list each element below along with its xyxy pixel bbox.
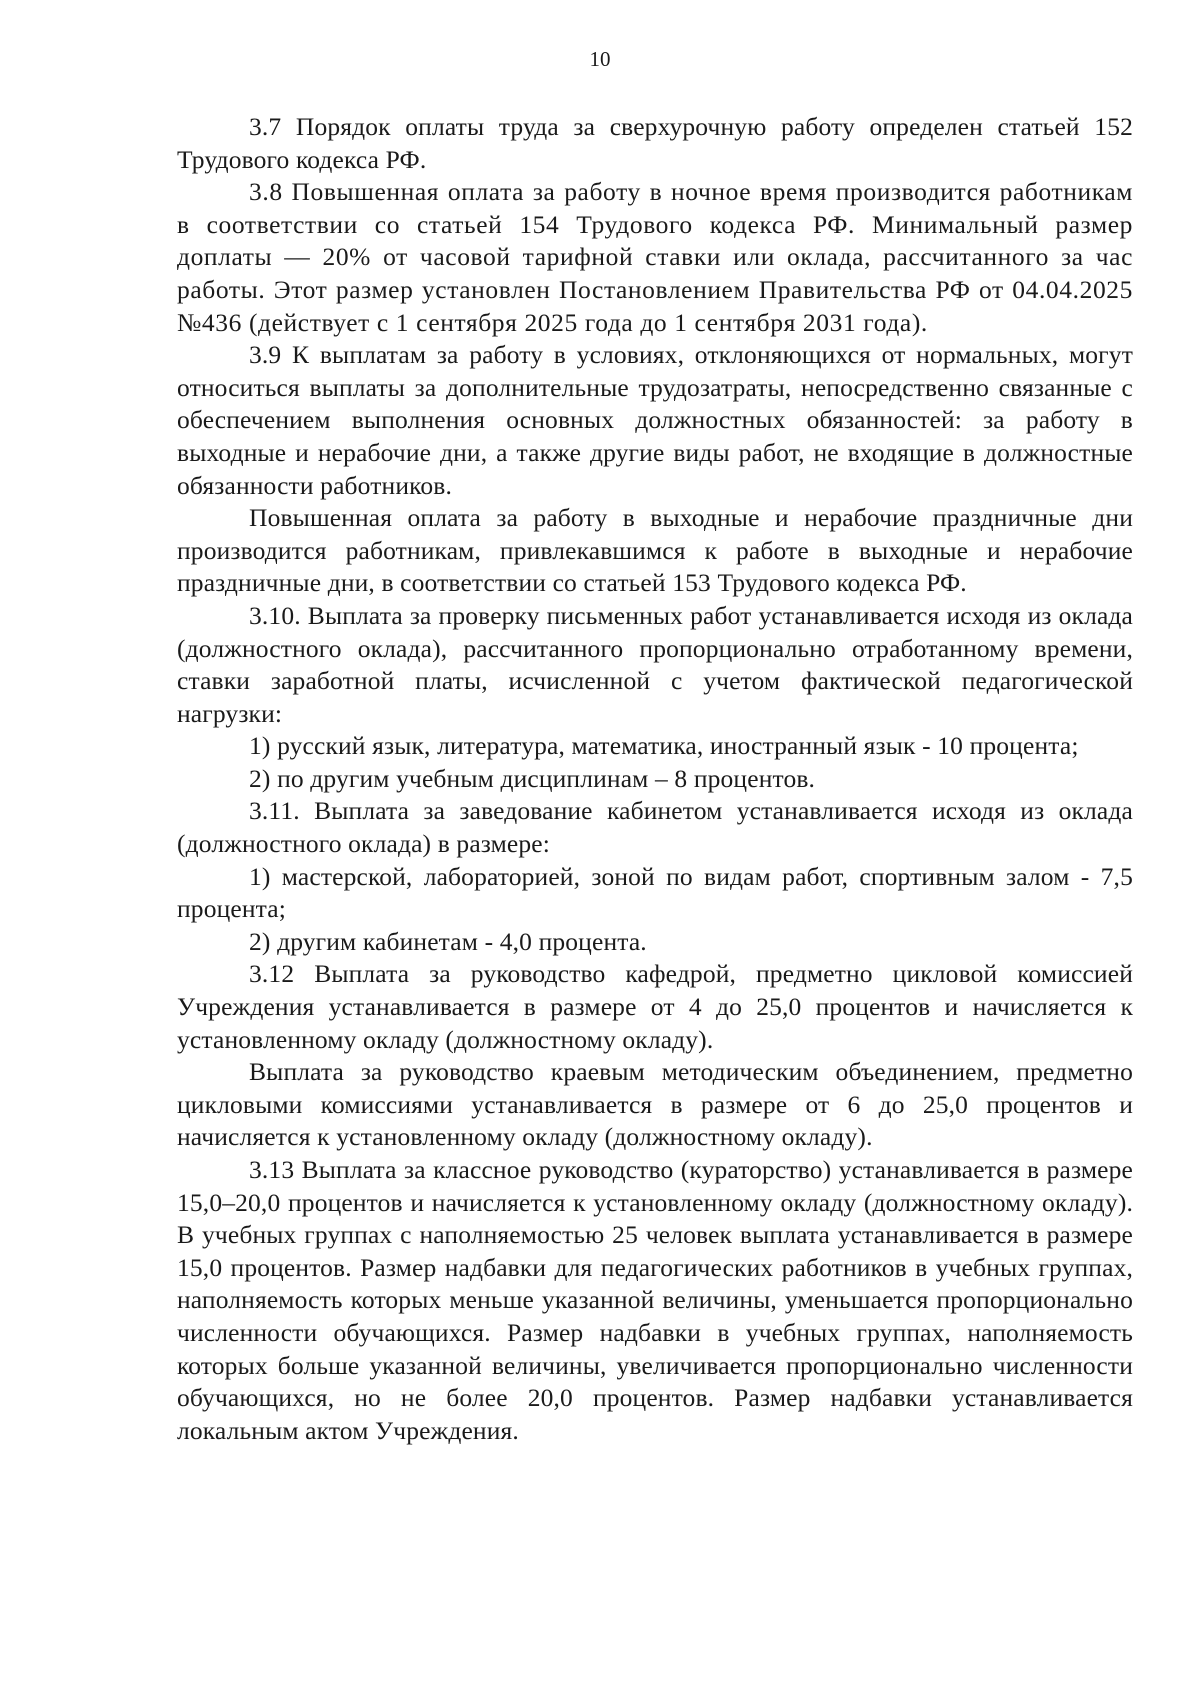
paragraph-3-10: 3.10. Выплата за проверку письменных работ устанавливается исходя из оклада (должностного оклада), рассчитанного пропорционально отработанному времени, ставки заработной платы, исчисленной с учетом фактической педагогической нагрузки: bbox=[177, 600, 1133, 728]
paragraph-3-7: 3.7 Порядок оплаты труда за сверхурочную работу определен статьей 152 Трудового кодекса РФ. bbox=[177, 112, 1133, 174]
paragraph-3-13: 3.13 Выплата за классное руководство (кураторство) устанавливается в размере 15,0–20,0 процентов и начисляется к установленному окладу (должностному окладу). В учебных группах с наполняемостью 25 человек выплата устанавливается в размере 15,0 процентов. Размер надбавки для педагогических работников в учебных группах, наполняемость которых меньше указанной величины, уменьшается пропорционально численности обучающихся. Размер надбавки в учебных группах, наполняемость которых больше указанной величины, увеличивается пропорционально численности обучающихся, но не более 20,0 процентов. Размер надбавки устанавливается локальным актом Учреждения. bbox=[177, 1155, 1133, 1445]
list-item-3-10-1: 1) русский язык, литература, математика, иностранный язык - 10 процента; bbox=[249, 731, 1079, 761]
page-number: 10 bbox=[589, 47, 611, 71]
list-item-3-10-2: 2) по другим учебным дисциплинам – 8 процентов. bbox=[249, 763, 816, 793]
paragraph-holiday-pay: Повышенная оплата за работу в выходные и нерабочие праздничные дни производится работникам, привлекавшимся к работе в выходные и нерабочие праздничные дни, в соответствии со статьей 153 Трудового кодекса РФ. bbox=[177, 503, 1133, 598]
list-item-3-11-2: 2) другим кабинетам - 4,0 процента. bbox=[249, 926, 647, 956]
paragraph-methodical-association: Выплата за руководство краевым методическим объединением, предметно цикловыми комиссиями устанавливается в размере от 6 до 25,0 процентов и начисляется к установленному окладу (должностному окладу). bbox=[177, 1057, 1133, 1152]
paragraph-3-9: 3.9 К выплатам за работу в условиях, отклоняющихся от нормальных, могут относиться выплаты за дополнительные трудозатраты, непосредственно связанные с обеспечением выполнения основных должностных обязанностей: за работу в выходные и нерабочие дни, а также другие виды работ, не входящие в должностные обязанности работников. bbox=[177, 340, 1133, 500]
paragraph-3-11: 3.11. Выплата за заведование кабинетом устанавливается исходя из оклада (должностного оклада) в размере: bbox=[177, 796, 1133, 859]
paragraph-3-12: 3.12 Выплата за руководство кафедрой, предметно цикловой комиссией Учреждения устанавливается в размере от 4 до 25,0 процентов и начисляется к установленному окладу (должностному окладу). bbox=[177, 959, 1133, 1054]
list-item-3-11-1: 1) мастерской, лабораторией, зоной по видам работ, спортивным залом - 7,5 процента; bbox=[177, 861, 1133, 924]
paragraph-3-8: 3.8 Повышенная оплата за работу в ночное время производится работникам в соответствии со статьей 154 Трудового кодекса РФ. Минимальный размер доплаты — 20% от часовой тарифной ставки или оклада, рассчитанного за час работы. Этот размер установлен Постановлением Правительства РФ от 04.04.2025 №436 (действует с 1 сентября 2025 года до 1 сентября 2031 года). bbox=[177, 177, 1133, 337]
document-body bbox=[177, 111, 1133, 1447]
